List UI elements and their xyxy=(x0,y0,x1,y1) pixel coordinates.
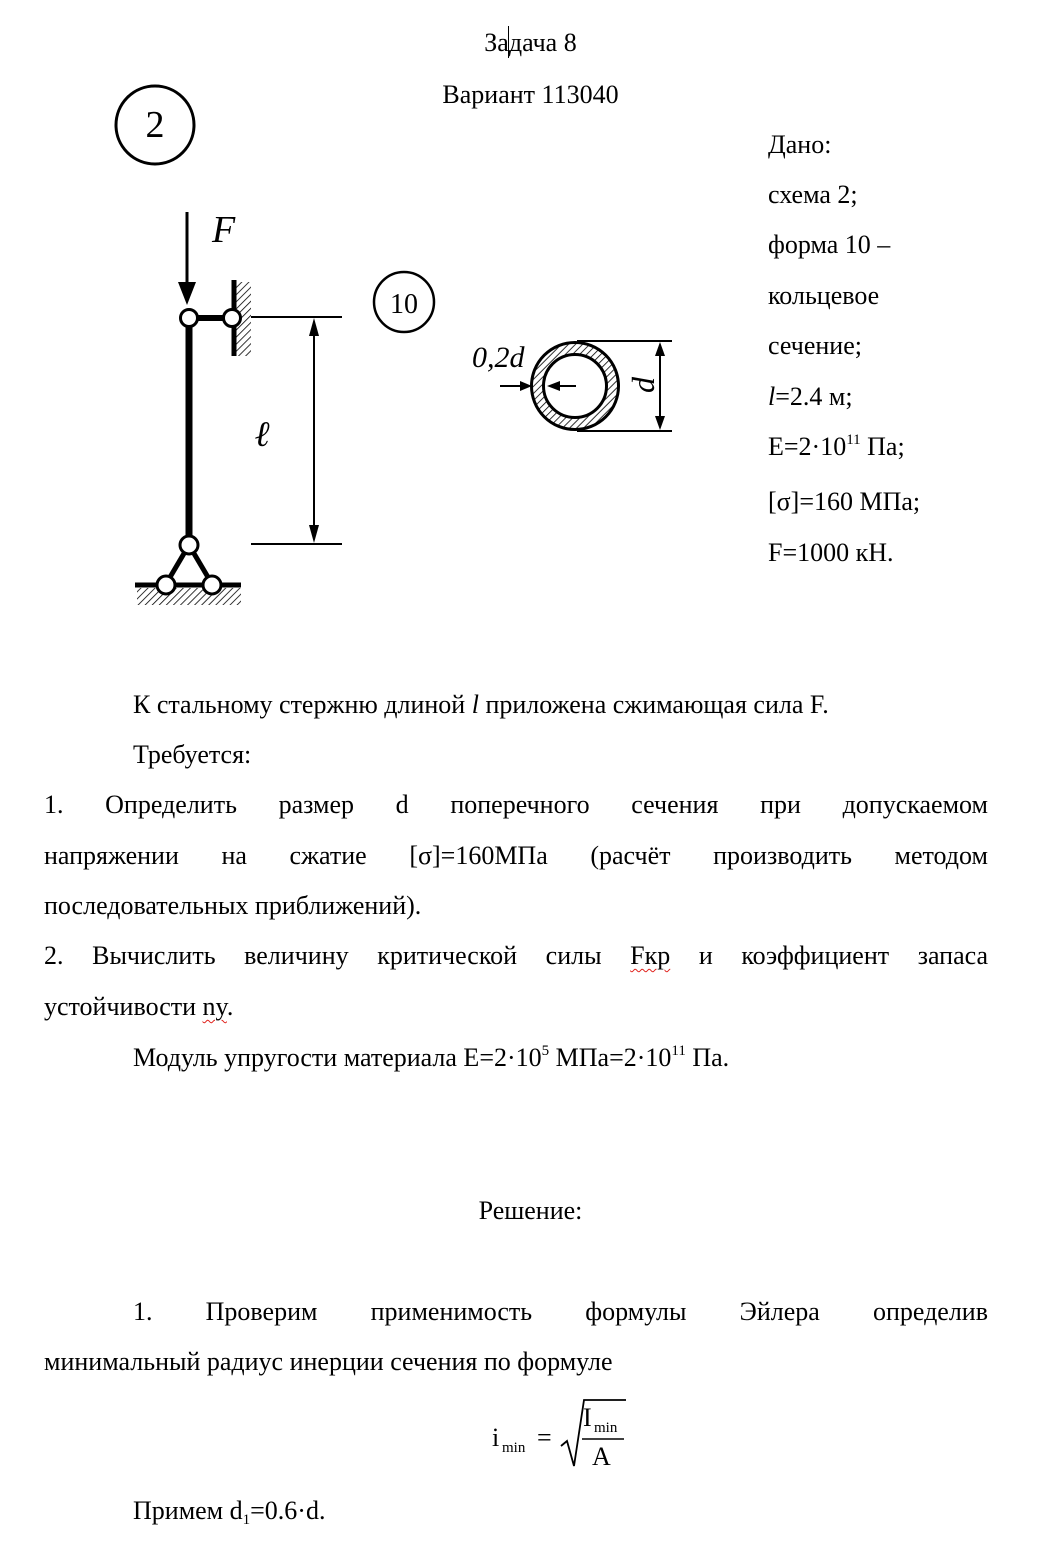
support-roller-right xyxy=(203,576,221,594)
given-length: l=2.4 м; xyxy=(768,382,853,411)
bottom-hinge xyxy=(180,536,198,554)
scheme-figure xyxy=(0,0,1061,660)
given-form-type: кольцевое xyxy=(768,281,880,310)
item1-line2: напряжении на сжатие [σ]=160МПа (расчёт производить методом xyxy=(44,841,988,870)
formula-i-sub: min xyxy=(502,1440,526,1456)
given-sigma: [σ]=160 МПа; xyxy=(768,487,921,516)
variant-label: Вариант 113040 xyxy=(442,80,619,109)
given-form-section: сечение; xyxy=(768,331,862,360)
accept-d1: Примем $d_1=0.6\cdot d$. xyxy=(133,1496,326,1528)
given-title: Дано: xyxy=(768,130,832,159)
force-label: F xyxy=(212,209,236,251)
item2-line1: 2. Вычислить величину критической силы Fкр и коэффициент запаса xyxy=(44,941,989,970)
solution-title: Решение: xyxy=(478,1196,583,1225)
formula-i: i xyxy=(492,1423,500,1452)
step1-line2: минимальный радиус инерции сечения по формуле xyxy=(44,1347,613,1376)
diameter-label: d xyxy=(625,377,661,393)
top-hinge-left xyxy=(181,310,198,327)
required-label: Требуется: xyxy=(133,740,252,769)
scheme-number: 2 xyxy=(145,104,165,146)
item1-line3: последовательных приближений). xyxy=(44,891,422,920)
modulus-paragraph: Модуль упругости материала $E=2\cdot 10^5$ $МПа=2\cdot 10^{11}$ Па. xyxy=(133,1043,730,1072)
given-form: форма 10 – xyxy=(768,230,891,259)
section-number: 10 xyxy=(390,289,418,320)
top-hinge-right xyxy=(224,310,241,327)
given-scheme: схема 2; xyxy=(768,180,858,209)
force-arrow xyxy=(178,212,196,305)
task-title: Задача 8 xyxy=(484,28,577,57)
length-label: ℓ xyxy=(254,414,270,455)
given-force: F=1000 кН. xyxy=(768,538,894,567)
given-modulus: $E=2\cdot 10^{11}$ Па; xyxy=(768,432,905,461)
support-roller-left xyxy=(157,576,175,594)
ground-hatch xyxy=(137,588,241,605)
spell-error-ny: ny xyxy=(202,992,227,1021)
formula-numerator: I xyxy=(583,1403,592,1432)
item1-line1: 1. Определить размер d поперечного сечения при допускаемом xyxy=(44,790,988,819)
step1-line1: 1. Проверим применимость формулы Эйлера определив xyxy=(133,1297,988,1326)
item2-line2: устойчивости ny. xyxy=(44,992,234,1021)
formula-equals: = xyxy=(537,1423,552,1452)
spell-error-fkr: Fкр xyxy=(630,941,671,970)
intro-paragraph: К стальному стержню длиной l приложена сжимающая сила F. xyxy=(133,690,829,719)
formula-numerator-sub: min xyxy=(594,1420,618,1436)
formula-denominator: A xyxy=(592,1442,611,1471)
wall-thickness-label: 0,2d xyxy=(472,341,525,374)
sqrt-sign xyxy=(561,1400,626,1466)
